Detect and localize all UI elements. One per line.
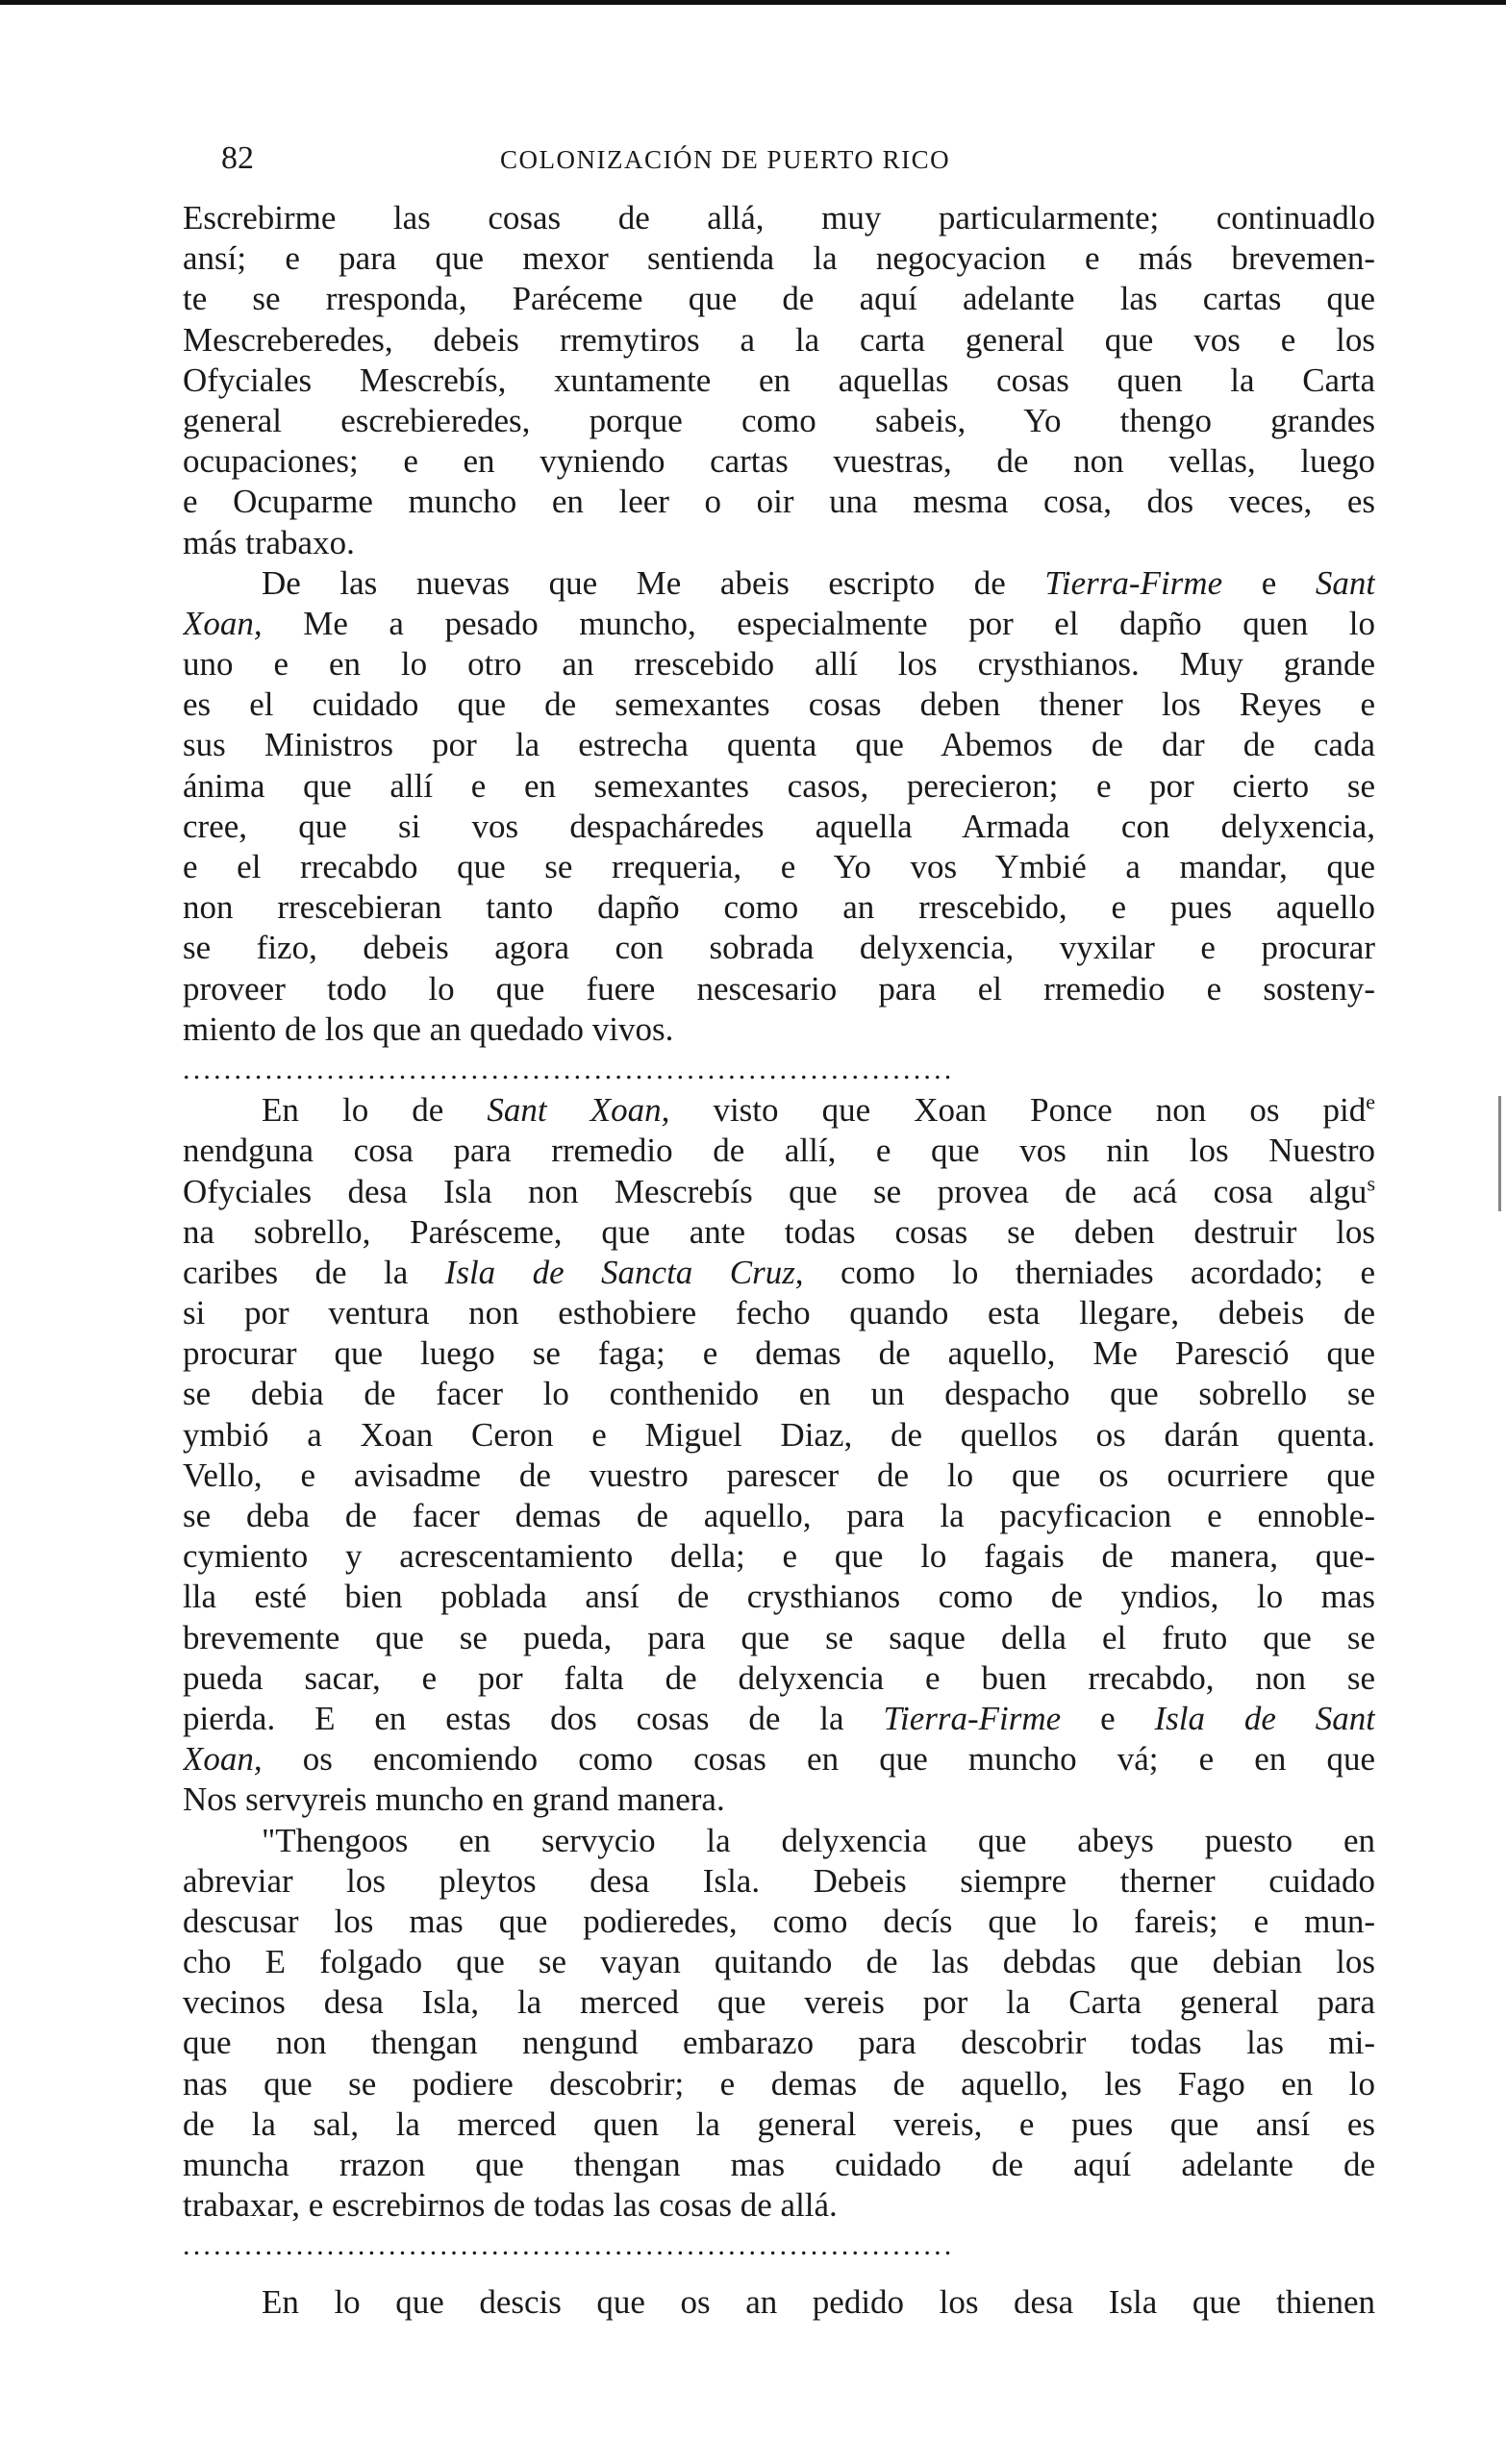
text-line: proveer todo lo que fuere nescesario para el rremedio e sosteny- bbox=[183, 969, 1375, 1008]
text-line: Nos servyreis muncho en grand manera. bbox=[183, 1780, 725, 1819]
text-line: ocupaciones; e en vyniendo cartas vuestras, de non vellas, luego bbox=[183, 442, 1375, 481]
text-line: e el rrecabdo que se rrequeria, e Yo vos Ymbié a mandar, que bbox=[183, 848, 1375, 885]
text-line: Ofyciales Mescrebís, xuntamente en aquellas cosas quen la Carta bbox=[183, 361, 1375, 399]
text-line: abreviar los pleytos desa Isla. Debeis siempre therner cuidado bbox=[183, 1861, 1375, 1900]
text-line: nendguna cosa para rremedio de allí, e que vos nin los Nuestro bbox=[183, 1132, 1375, 1170]
text-line bbox=[183, 563, 1375, 604]
text-line: na sobrello, Parésceme, que ante todas cosas se deben destruir los bbox=[183, 1212, 1375, 1251]
text-line: te se rresponda, Paréceme que de aquí adelante las cartas que bbox=[183, 280, 1375, 318]
text-line: se fizo, debeis agora con sobrada delyxencia, vyxilar e procurar bbox=[183, 929, 1375, 967]
text-line: trabaxar, e escrebirnos de todas las cosas de allá. bbox=[183, 2186, 838, 2225]
text-span: Me a pesado muncho, especialmente por el dapño quen lo bbox=[303, 604, 1375, 642]
superscript-letter: s bbox=[1367, 1171, 1375, 1195]
text-line: general escrebieredes, porque como sabeis, Yo thengo grandes bbox=[183, 401, 1375, 439]
italic-place-name: Sant Xoan, bbox=[487, 1091, 670, 1130]
text-line bbox=[183, 1172, 1375, 1212]
ellipsis-separator: ........................................................................... bbox=[183, 1053, 955, 1085]
page-number: 82 bbox=[221, 140, 254, 176]
text-line: lla esté bien poblada ansí de crysthianos como de yndios, lo mas bbox=[183, 1578, 1375, 1616]
text-span: Ofyciales desa Isla non Mescrebís que se provea de acá cosa algu bbox=[183, 1172, 1368, 1210]
text-line: Mescreberedes, debeis rremytiros a la carta general que vos e los bbox=[183, 320, 1375, 359]
text-line: es el cuidado que de semexantes cosas deben thener los Reyes e bbox=[183, 685, 1375, 724]
text-line: non rrescebieran tanto dapño como an rrescebido, e pues aquello bbox=[183, 888, 1375, 927]
text-line: nas que se podiere descobrir; e demas de aquello, les Fago en lo bbox=[183, 2064, 1375, 2103]
text-line: se debia de facer lo conthenido en un despacho que sobrello se bbox=[183, 1375, 1375, 1413]
text-line: miento de los que an quedado vivos. bbox=[183, 1009, 674, 1048]
italic-place-name: Isla de Sant bbox=[1154, 1699, 1375, 1737]
text-line bbox=[183, 1253, 1375, 1293]
text-line: Vello, e avisadme de vuestro parescer de lo que os ocurriere que bbox=[183, 1456, 1375, 1494]
text-span: os encomiendo como cosas en que muncho vá; e en que bbox=[302, 1740, 1375, 1779]
text-line: pueda sacar, e por falta de delyxencia e buen rrecabdo, non se bbox=[183, 1658, 1375, 1697]
text-line: que non thengan nengund embarazo para descobrir todas las mi- bbox=[183, 2024, 1375, 2062]
text-line: cho E folgado que se vayan quitando de las debdas que debian los bbox=[183, 1943, 1375, 1981]
italic-place-name: Tierra-Firme bbox=[1044, 563, 1223, 602]
running-title: COLONIZACIÓN DE PUERTO RICO bbox=[500, 145, 951, 174]
text-line: sus Ministros por la estrecha quenta que Abemos de dar de cada bbox=[183, 726, 1375, 764]
text-span: pierda. E en estas dos cosas de la bbox=[183, 1699, 844, 1737]
text-line: muncha rrazon que thengan mas cuidado de aquí adelante de bbox=[183, 2146, 1375, 2183]
text-line: se deba de facer demas de aquello, para la pacyficacion e ennoble- bbox=[183, 1497, 1375, 1534]
text-line: Escrebirme las cosas de allá, muy particularmente; continuadlo bbox=[183, 199, 1375, 236]
italic-place-name: Xoan, bbox=[183, 604, 263, 642]
margin-mark bbox=[1498, 1096, 1501, 1211]
text-line: cymiento y acrescentamiento della; e que lo fagais de manera, que- bbox=[183, 1537, 1375, 1576]
text-line: ánima que allí e en semexantes casos, perecieron; e por cierto se bbox=[183, 766, 1375, 805]
text-line: si por ventura non esthobiere fecho quando esta llegare, debeis de bbox=[183, 1294, 1375, 1332]
italic-place-name: Isla de Sancta Cruz, bbox=[444, 1253, 804, 1291]
italic-place-name: Xoan, bbox=[183, 1740, 263, 1779]
text-line: cree, que si vos despacháredes aquella Armada con delyxencia, bbox=[183, 807, 1375, 845]
text-span: e bbox=[1261, 563, 1277, 602]
page-header bbox=[221, 135, 1375, 183]
text-line bbox=[183, 604, 1375, 644]
top-rule bbox=[0, 0, 1506, 5]
text-span: como lo therniades acordado; e bbox=[840, 1253, 1375, 1291]
text-line: descusar los mas que podieredes, como decís que lo fareis; e mun- bbox=[183, 1902, 1375, 1940]
superscript-letter: e bbox=[1366, 1090, 1375, 1114]
text-line: de la sal, la merced quen la general vereis, e pues que ansí es bbox=[183, 2104, 1375, 2143]
text-line: procurar que luego se faga; e demas de aquello, Me Paresció que bbox=[183, 1334, 1375, 1373]
text-line: uno e en lo otro an rrescebido allí los crysthianos. Muy grande bbox=[183, 645, 1375, 684]
italic-place-name: Tierra-Firme bbox=[883, 1699, 1062, 1737]
text-line: ymbió a Xoan Ceron e Miguel Diaz, de quellos os darán quenta. bbox=[183, 1415, 1375, 1454]
text-span: e bbox=[1100, 1699, 1116, 1737]
text-line: vecinos desa Isla, la merced que vereis por la Carta general para bbox=[183, 1983, 1375, 2022]
page-body bbox=[183, 198, 1375, 2323]
text-line: brevemente que se pueda, para que se saque della el fruto que se bbox=[183, 1618, 1375, 1656]
text-line: "Thengoos en servycio la delyxencia que abeys puesto en bbox=[262, 1821, 1375, 1859]
text-line: e Ocuparme muncho en leer o oir una mesma cosa, dos veces, es bbox=[183, 483, 1375, 521]
text-span: visto que Xoan Ponce non os pid bbox=[713, 1091, 1367, 1130]
italic-place-name: Sant bbox=[1315, 563, 1375, 602]
ellipsis-separator: ........................................................................... bbox=[183, 2229, 955, 2262]
text-line: ansí; e para que mexor sentienda la negocyacion e más brevemen- bbox=[183, 239, 1375, 278]
text-line bbox=[183, 1090, 1375, 1131]
text-line: más trabaxo. bbox=[183, 523, 355, 561]
text-line bbox=[183, 1739, 1375, 1780]
text-line bbox=[183, 1699, 1375, 1739]
text-span: caribes de la bbox=[183, 1253, 409, 1291]
text-line: En lo que descis que os an pedido los desa Isla que thienen bbox=[262, 2282, 1375, 2321]
text-span: En lo de bbox=[262, 1091, 444, 1130]
text-span: De las nuevas que Me abeis escripto de bbox=[262, 563, 1006, 602]
